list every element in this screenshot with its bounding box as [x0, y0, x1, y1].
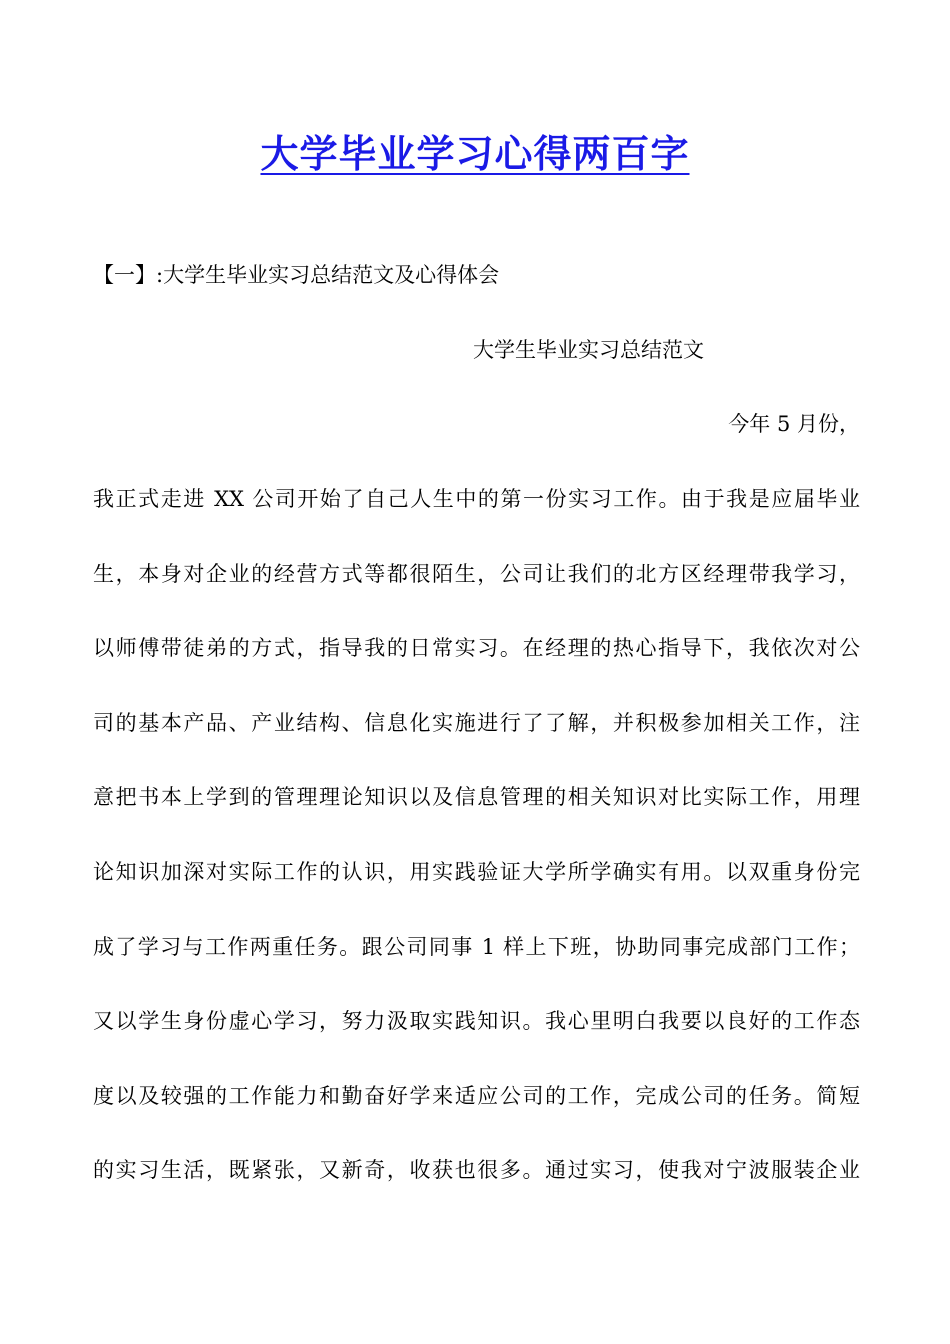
body-line: 以师傅带徒弟的方式，指导我的日常实习。在经理的热心指导下，我依次对公 — [93, 636, 860, 661]
body-line: 论知识加深对实际工作的认识，用实践验证大学所学确实有用。以双重身份完 — [93, 859, 860, 884]
body-line: 生，本身对企业的经营方式等都很陌生，公司让我们的北方区经理带我学习， — [93, 561, 860, 586]
document-title — [0, 122, 950, 186]
section-heading: 【一】:大学生毕业实习总结范文及心得体会 — [93, 263, 500, 287]
body-line: 度以及较强的工作能力和勤奋好学来适应公司的工作，完成公司的任务。简短 — [93, 1083, 860, 1108]
body-text — [93, 481, 860, 1227]
body-line: 意把书本上学到的管理理论知识以及信息管理的相关知识对比实际工作，用理 — [93, 785, 860, 810]
body-line: 司的基本产品、产业结构、信息化实施进行了了解，并积极参加相关工作，注 — [93, 710, 860, 735]
date-line: 今年 5 月份， — [728, 412, 860, 436]
body-line: 成了学习与工作两重任务。跟公司同事 1 样上下班，协助同事完成部门工作； — [93, 934, 860, 959]
article-subtitle: 大学生毕业实习总结范文 — [473, 338, 704, 362]
title-link[interactable]: 大学毕业学习心得两百字 — [260, 132, 690, 176]
body-line: 又以学生身份虚心学习，努力汲取实践知识。我心里明白我要以良好的工作态 — [93, 1009, 860, 1034]
body-line: 我正式走进 XX 公司开始了自己人生中的第一份实习工作。由于我是应届毕业 — [93, 487, 860, 511]
body-line: 的实习生活，既紧张，又新奇，收获也很多。通过实习，使我对宁波服装企业 — [93, 1158, 860, 1183]
